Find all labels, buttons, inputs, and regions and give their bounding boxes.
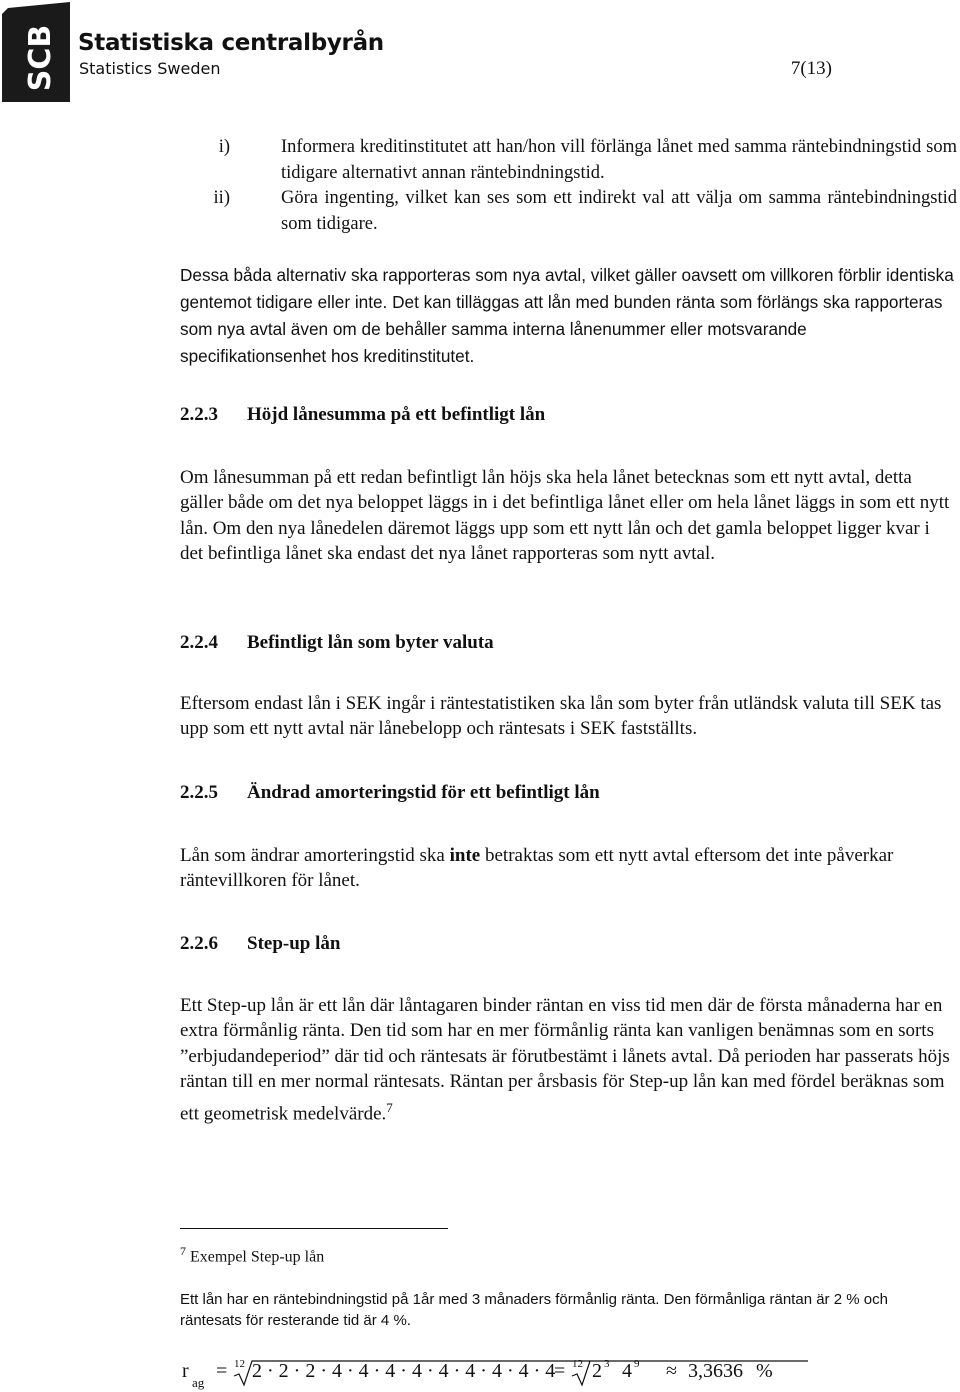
section-number: 2.2.3 xyxy=(180,404,218,425)
section-body-2-2-3: Om lånesumman på ett redan befintligt lån höjs ska hela lånet betecknas som ett nytt avtal, detta gäller både om det nya beloppet läggs in i det befintliga lånet eller om hela lånet läggs in som ett nytt lån. Om den nya lånedelen däremot läggs upp som ett nytt lån och det gamla beloppet ligger kvar i det befintliga lånet ska endast det nya lånet rapporteras som nytt avtal. xyxy=(180,467,950,565)
footnote-number: 7 xyxy=(180,1244,186,1258)
formula-root-index: 12 xyxy=(572,1358,583,1370)
section-heading-2-2-3 xyxy=(180,402,545,428)
list-item-text: Göra ingenting, vilket kan ses som ett indirekt val att välja om samma räntebindningstid som tidigare. xyxy=(281,188,957,234)
formula-base: 2 xyxy=(592,1360,602,1382)
section-body-2-2-5 xyxy=(180,843,956,894)
section-body-2-2-4: Eftersom endast lån i SEK ingår i räntestatistiken ska lån som byter från utländsk valuta till SEK tas upp som ett nytt avtal när lånebelopp och räntesats i SEK fastställts. xyxy=(180,693,942,740)
footnote-text: Ett lån har en räntebindningstid på 1år med 3 månaders förmånlig ränta. Den förmånliga räntan är 2 % och räntesats för resterande tid är 4 %. xyxy=(180,1291,888,1329)
formula-subscript: ag xyxy=(192,1375,205,1390)
formula-equals: = xyxy=(216,1360,228,1382)
formula-exponent: 9 xyxy=(634,1358,640,1370)
footnote-reference[interactable]: 7 xyxy=(386,1099,393,1115)
section-number: 2.2.6 xyxy=(180,933,218,954)
paragraph-alternatives-a: Dessa båda alternativ ska rapporteras som nya avtal, vilket gäller oavsett om villkoren förblir identiska gentemot tidigare eller inte. xyxy=(180,265,954,312)
section-title: Befintligt lån som byter valuta xyxy=(247,632,494,653)
section-heading-2-2-5 xyxy=(180,780,600,806)
formula-radicand: 2 · 2 · 2 · 4 · 4 · 4 · 4 · 4 · 4 · 4 · 4 · 4 xyxy=(252,1360,556,1382)
section-heading-2-2-4 xyxy=(180,630,494,656)
org-name-en: Statistics Sweden xyxy=(79,59,221,78)
section-title: Höjd lånesumma på ett befintligt lån xyxy=(247,404,546,425)
section-heading-2-2-6 xyxy=(180,931,340,957)
formula-unit: % xyxy=(756,1360,773,1382)
body-text: Ett Step-up lån är ett lån där låntagaren binder räntan en viss tid men där de första månaderna har en extra förmånlig ränta. Den tid som har en mer förmånlig ränta kan vanligen benämnas som en sorts ”erbjudandeperiod” där tid och räntesats är förutbestämt i lånets avtal. Då perioden har passerats höjs räntan till en mer normal räntesats. Räntan per årsbasis för Step-up lån kan med fördel beräknas som ett geometrisk medelvärde. xyxy=(180,995,950,1124)
page-number: 7(13) xyxy=(790,58,832,79)
body-text: Lån som ändrar amorteringstid ska xyxy=(180,845,450,866)
org-name: Statistiska centralbyrån xyxy=(78,30,384,56)
formula-equals: = xyxy=(554,1360,566,1382)
footnote-title-text: Exempel Step-up lån xyxy=(190,1248,325,1266)
section-title: Ändrad amorteringstid för ett befintligt lån xyxy=(247,782,600,803)
paragraph-alternatives-b: Det kan tilläggas att lån med bunden ränta som förlängs ska rapporteras som nya avtal även om de behåller samma interna lånenummer eller motsvarande specifikationsenhet hos kreditinstitutet. xyxy=(180,292,943,366)
list-item-number: i) xyxy=(218,137,230,157)
footnote-divider xyxy=(180,1228,448,1229)
paragraph-alternatives xyxy=(180,262,956,370)
formula-r: r xyxy=(182,1360,189,1382)
list-item-text: Informera kreditinstitutet att han/hon vill förlänga lånet med samma räntebindningstid som tidigare alternativt annan räntebindningstid. xyxy=(281,137,957,183)
section-number: 2.2.4 xyxy=(180,632,218,653)
formula-approx: ≈ xyxy=(666,1360,677,1382)
body-text: betraktas som ett nytt avtal eftersom det inte påverkar räntevillkoren för lånet. xyxy=(180,845,894,892)
section-body-2-2-6 xyxy=(180,993,956,1126)
footnote-title xyxy=(180,1240,324,1268)
list-item-number: ii) xyxy=(213,188,230,208)
scb-logo xyxy=(2,2,402,102)
logo-text: SCB xyxy=(23,24,58,92)
section-title: Step-up lån xyxy=(247,933,341,954)
formula-result: 3,3636 xyxy=(688,1360,743,1382)
emphasis-inte: inte xyxy=(449,845,481,866)
formula-root-index: 12 xyxy=(234,1358,245,1370)
section-number: 2.2.5 xyxy=(180,782,218,803)
scb-logo-mark xyxy=(2,2,70,102)
formula-base: 4 xyxy=(622,1360,632,1382)
formula-exponent: 3 xyxy=(604,1358,610,1370)
